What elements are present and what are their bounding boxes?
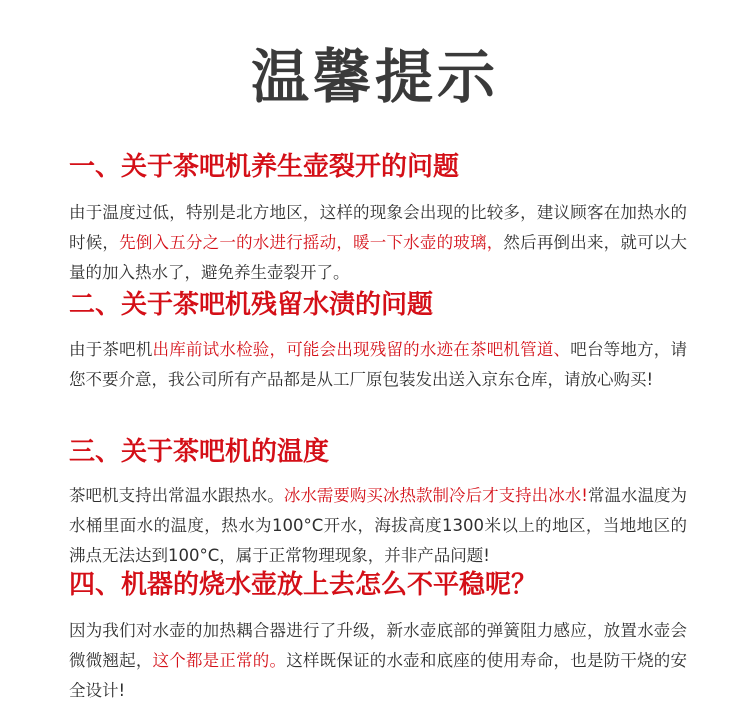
body-text-segment: 因为我们对水壶的加热耦合器进行了升级，新水壶底部的弹簧阻力感应，放置水壶会微微翘起，	[69, 621, 687, 670]
body-text-segment: 吧台等地方，请您不要介意，我公司所有产品都是从工厂原包装发出送入京东仓库，请放心购买!	[69, 340, 688, 389]
body-text-segment: 由于茶吧机	[69, 340, 153, 359]
body-text-segment: 常温水温度为水桶里面水的温度，热水为100°C开水，海拔高度1300米以上的地区，当地地区的沸点无法达到100°C，属于正常物理现象，并非产品问题!	[69, 486, 688, 565]
body-text-segment: 这样既保证的水壶和底座的使用寿命，也是防干烧的安全设计!	[69, 651, 688, 700]
body-text-segment: 由于温度过低，特别是北方地区，这样的现象会出现的比较多，建议顾客在加热水的时候，	[69, 203, 687, 252]
section-body-4	[69, 616, 687, 706]
section-heading-3: 三、关于茶吧机的温度	[69, 437, 330, 467]
section-heading-1: 一、关于茶吧机养生壶裂开的问题	[69, 152, 460, 182]
highlighted-text-segment: 冰水需要购买冰热款制冷后才支持出冰水!	[283, 486, 588, 505]
section-body-3	[69, 481, 687, 571]
section-body-2	[69, 335, 687, 395]
section-body-1	[69, 198, 687, 288]
section-heading-4: 四、机器的烧水壶放上去怎么不平稳呢？	[69, 570, 538, 600]
body-text-segment: 茶吧机支持出常温水跟热水。	[69, 486, 284, 505]
body-text-segment: 然后再倒出来，就可以大量的加入热水了，避免养生壶裂开了。	[69, 233, 688, 282]
highlighted-text-segment: 出库前试水检验，可能会出现残留的水迹在茶吧机管道、	[152, 340, 571, 359]
highlighted-text-segment: 这个都是正常的。	[152, 651, 287, 670]
section-heading-2: 二、关于茶吧机残留水渍的问题	[69, 290, 434, 320]
highlighted-text-segment: 先倒入五分之一的水进行摇动，暖一下水壶的玻璃，	[119, 233, 504, 252]
page-title: 温馨提示	[250, 43, 499, 111]
